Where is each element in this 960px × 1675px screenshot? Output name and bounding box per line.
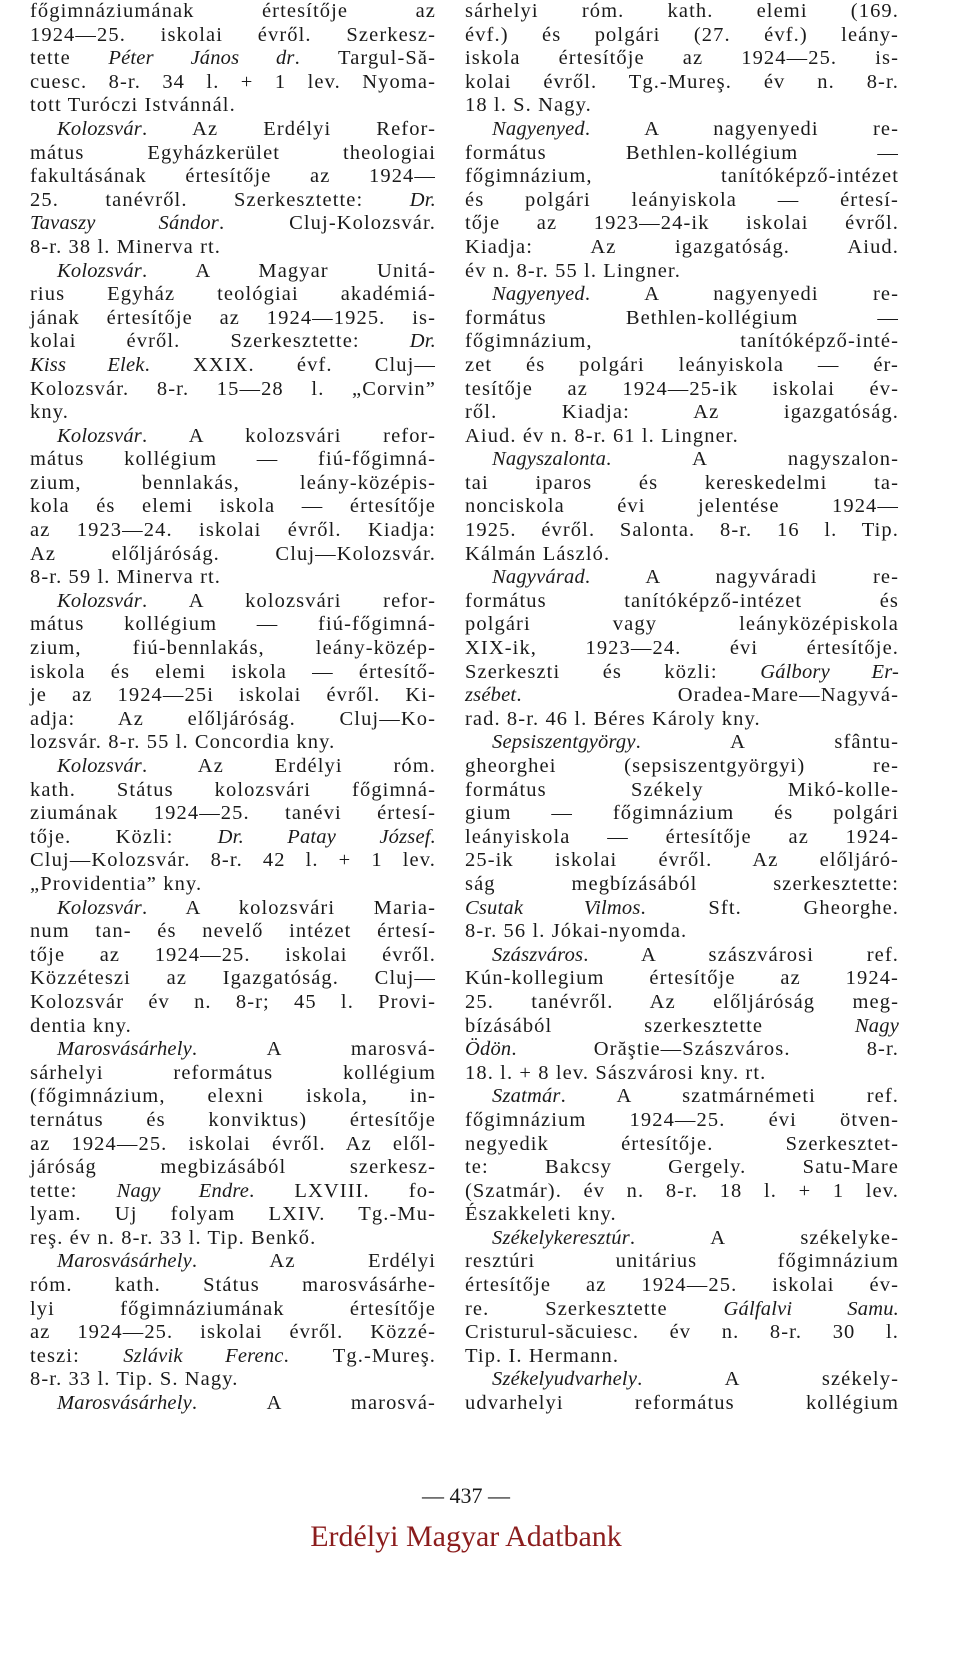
text-line xyxy=(465,1156,899,1180)
text-line xyxy=(30,684,436,708)
text: Cluj—Kolozsvár. 8-r. 42 l. + 1 lev. xyxy=(30,849,436,872)
text: Az előljáróság. Cluj—Kolozsvár. xyxy=(30,542,436,565)
text-line xyxy=(465,637,899,661)
italic-text: Kolozsvár xyxy=(57,755,142,777)
italic-text: Péter János dr xyxy=(108,47,295,70)
italic-text: Székelyudvarhely xyxy=(492,1368,638,1391)
italic-text: Dr. xyxy=(409,330,436,353)
text: ziumának 1924—25. tanévi értesí- xyxy=(30,802,436,825)
italic-text: Ödön xyxy=(465,1038,512,1061)
text: „Providentia” kny. xyxy=(30,872,203,895)
text-line xyxy=(465,71,899,95)
bibliography-entry xyxy=(30,590,436,755)
text: . Cluj-Kolozsvár. xyxy=(219,212,437,235)
bibliography-entry xyxy=(30,118,436,260)
text-line xyxy=(30,661,436,685)
text-line xyxy=(30,189,436,213)
text-line xyxy=(465,755,899,779)
text: ről. Kiadja: Az igazgatóság. xyxy=(465,401,899,424)
text: . Targul-Să- xyxy=(294,47,437,70)
text-line xyxy=(30,236,436,260)
text-line xyxy=(30,1133,436,1157)
text-line xyxy=(30,0,436,24)
text-line xyxy=(465,1250,899,1274)
text-line xyxy=(465,472,899,496)
text: . Sft. Gheorghe. xyxy=(640,896,899,919)
text: udvarhelyi református kollégium xyxy=(465,1392,899,1415)
text-line xyxy=(465,142,899,166)
text: 8-r. 33 l. Tip. S. Nagy. xyxy=(30,1368,239,1391)
text: . A szászvárosi ref. xyxy=(583,943,899,966)
text: . Oradea-Mare—Nagyvá- xyxy=(516,684,899,707)
text-line xyxy=(465,944,899,968)
italic-text: Nagyszalonta xyxy=(492,448,607,471)
watermark-logo-text: Erdélyi Magyar Adatbank xyxy=(310,1520,622,1553)
text: zet és polgári leányiskola — ér- xyxy=(465,353,899,376)
text: mátus Egyházkerület theologiai xyxy=(30,141,436,164)
italic-text: Nagyvárad xyxy=(492,566,585,589)
text: gheorghei (sepsiszentgyörgyi) re- xyxy=(465,755,899,777)
text: . A kolozsvári refor- xyxy=(141,424,436,447)
text-line xyxy=(465,307,899,331)
text: tője az 1923—24-ik iskolai évről. xyxy=(465,212,899,235)
text-line xyxy=(30,401,436,425)
text: . A marosvá- xyxy=(191,1392,436,1415)
text-line xyxy=(465,920,899,944)
text: 1924—25. iskolai évről. Szerkesz- xyxy=(30,23,436,46)
italic-text: Dr. Patay József. xyxy=(217,825,437,848)
text: formátus Bethlen-kollégium — xyxy=(465,141,899,164)
text: reş. év n. 8-r. 33 l. Tip. Benkő. xyxy=(30,1226,317,1249)
text: rad. 8-r. 46 l. Béres Károly kny. xyxy=(465,707,761,730)
text: kolai évről. Szerkesztette: xyxy=(30,330,410,353)
text-line xyxy=(30,1203,436,1227)
text-line xyxy=(465,401,899,425)
text-line xyxy=(30,802,436,826)
text: 25. tanévről. Az előljáróság meg- xyxy=(465,990,899,1013)
text-line xyxy=(30,118,436,142)
text: kny. xyxy=(30,401,69,424)
text: leányiskola — értesítője az 1924- xyxy=(465,825,899,848)
text-line xyxy=(465,94,899,118)
text: rius Egyház teológiai akadémiá- xyxy=(30,283,436,306)
text: 18. l. + 8 lev. Sászvárosi kny. rt. xyxy=(465,1061,767,1084)
bibliography-entry xyxy=(465,944,899,1086)
text-line xyxy=(30,165,436,189)
text: je az 1924—25i iskolai évről. Ki- xyxy=(30,684,436,707)
left-column xyxy=(30,0,436,1416)
text-line xyxy=(465,873,899,897)
text-line xyxy=(30,731,436,755)
text: kath. Státus kolozsvári főgimná- xyxy=(30,778,436,801)
text: polgári vagy leányközépiskola xyxy=(465,613,899,636)
text-line xyxy=(465,1345,899,1369)
bibliography-entry xyxy=(30,0,436,118)
text-line xyxy=(465,24,899,48)
text: sárhelyi róm. kath. elemi (169. xyxy=(465,0,899,22)
text: Kiadja: Az igazgatóság. Aiud. xyxy=(465,235,899,258)
text: Tip. I. Hermann. xyxy=(465,1344,620,1367)
text: lyi főgimnáziumának értesítője xyxy=(30,1297,436,1320)
italic-text: Sepsiszentgyörgy xyxy=(492,731,636,754)
text: negyedik értesítője. Szerkesztet- xyxy=(465,1132,899,1155)
text-line xyxy=(30,543,436,567)
italic-text: Kolozsvár xyxy=(57,896,142,919)
text-line xyxy=(30,71,436,95)
text-line xyxy=(30,897,436,921)
text: . A szatmárnémeti ref. xyxy=(560,1085,899,1108)
bibliography-entry xyxy=(465,118,899,283)
text-line xyxy=(465,897,899,921)
text: Kolozsvár év n. 8-r; 45 l. Provi- xyxy=(30,990,436,1013)
text-line xyxy=(465,448,899,472)
text: nonciskola évi jelentése 1924— xyxy=(465,495,899,518)
text-line xyxy=(465,378,899,402)
text-line xyxy=(465,802,899,826)
text-line xyxy=(30,1015,436,1039)
text: . A marosvá- xyxy=(191,1038,436,1061)
italic-text: Gálbory Er- xyxy=(760,660,899,683)
text-line xyxy=(30,495,436,519)
text: az 1924—25. iskolai évről. Az elől- xyxy=(30,1132,436,1155)
bibliography-entry xyxy=(465,1085,899,1227)
text-line xyxy=(465,566,899,590)
italic-text: Székelykeresztúr xyxy=(492,1226,630,1249)
italic-text: Tavaszy Sándor xyxy=(30,212,219,235)
text: 8-r. 59 l. Minerva rt. xyxy=(30,566,222,589)
text-line xyxy=(465,47,899,71)
text-line xyxy=(465,613,899,637)
text: . Az Erdélyi Refor- xyxy=(141,117,436,140)
text-line xyxy=(30,1392,436,1416)
text-line xyxy=(465,1368,899,1392)
text-line xyxy=(30,142,436,166)
text-line xyxy=(30,1321,436,1345)
text-line xyxy=(30,590,436,614)
text: főgimnázium, tanítóképző-inté- xyxy=(465,330,899,353)
text-line xyxy=(30,920,436,944)
text-line xyxy=(30,826,436,850)
text-line xyxy=(30,1062,436,1086)
text: Szerkeszti és közli: xyxy=(465,660,761,683)
bibliography-entry xyxy=(30,897,436,1039)
text-line xyxy=(465,1085,899,1109)
text: . A nagyszalon- xyxy=(606,448,899,471)
text-line xyxy=(465,165,899,189)
text-line xyxy=(465,708,899,732)
text-line xyxy=(30,566,436,590)
text: . XXIX. évf. Cluj— xyxy=(144,353,437,376)
text-line xyxy=(465,283,899,307)
text: teszi: xyxy=(30,1344,124,1367)
text-line xyxy=(465,260,899,284)
text: főgimnázium, tanítóképző-intézet xyxy=(465,165,899,188)
italic-text: Kolozsvár xyxy=(57,259,142,282)
text-line xyxy=(465,1392,899,1416)
text-line xyxy=(30,448,436,472)
text: mátus kollégium — fiú-főgimná- xyxy=(30,448,436,471)
text: évf.) és polgári (27. évf.) leány- xyxy=(465,23,899,46)
text: 1925. évről. Salonta. 8-r. 16 l. Tip. xyxy=(465,519,899,542)
text: tette xyxy=(30,47,109,70)
text-line xyxy=(30,991,436,1015)
italic-text: Marosvásárhely xyxy=(57,1250,192,1273)
text-line xyxy=(465,1203,899,1227)
text-line xyxy=(465,661,899,685)
bibliography-entry xyxy=(465,731,899,943)
italic-text: Szatmár xyxy=(492,1085,561,1108)
text-line xyxy=(30,1180,436,1204)
text-line xyxy=(465,731,899,755)
text-line xyxy=(465,590,899,614)
text: fakultásának értesítője az 1924— xyxy=(30,165,436,188)
text-line xyxy=(30,1227,436,1251)
text: num tan- és nevelő intézet értesí- xyxy=(30,920,436,943)
text-line xyxy=(465,330,899,354)
text: tott Turóczi Istvánnál. xyxy=(30,94,236,117)
text: adja: Az előljáróság. Cluj—Ko- xyxy=(30,707,436,730)
text-line xyxy=(30,944,436,968)
text-line xyxy=(465,1298,899,1322)
text: ternátus és konviktus) értesítője xyxy=(30,1108,436,1131)
italic-text: Dr. xyxy=(409,188,436,211)
text-line xyxy=(30,472,436,496)
text: lyam. Uj folyam LXIV. Tg.-Mu- xyxy=(30,1203,436,1226)
text-line xyxy=(465,495,899,519)
text-line xyxy=(465,1227,899,1251)
text: (főgimnázium, elexni iskola, in- xyxy=(30,1085,436,1108)
text-line xyxy=(465,1109,899,1133)
text-line xyxy=(465,1321,899,1345)
bibliography-entry xyxy=(465,1227,899,1369)
text: . A nagyenyedi re- xyxy=(584,283,899,306)
text: és polgári leányiskola — értesí- xyxy=(465,188,899,211)
text: az 1923—24. iskolai évről. Kiadja: xyxy=(30,519,436,542)
page-number: — 437 — xyxy=(422,1483,510,1508)
text: év n. 8-r. 55 l. Lingner. xyxy=(465,259,681,282)
bibliography-entry xyxy=(30,1038,436,1250)
text: 25. tanévről. Szerkesztette: xyxy=(30,188,410,211)
text-line xyxy=(465,1274,899,1298)
text-line xyxy=(30,755,436,779)
text-line xyxy=(465,0,899,24)
text: tője az 1924—25. iskolai évről. xyxy=(30,943,436,966)
text-line xyxy=(30,307,436,331)
text-line xyxy=(30,1345,436,1369)
text-line xyxy=(465,779,899,803)
text-line xyxy=(465,118,899,142)
text-line xyxy=(30,613,436,637)
text-line xyxy=(30,1038,436,1062)
text-line xyxy=(465,684,899,708)
text-line xyxy=(465,543,899,567)
text-line xyxy=(465,826,899,850)
italic-text: Szlávik Ferenc xyxy=(123,1344,284,1367)
text: sárhelyi református kollégium xyxy=(30,1061,436,1084)
text: értesítője az 1924—25. iskolai év- xyxy=(465,1274,899,1297)
text: jának értesítője az 1924—1925. is- xyxy=(30,306,436,329)
text: Kolozsvár. 8-r. 15—28 l. „Corvin” xyxy=(30,377,436,400)
text-line xyxy=(30,637,436,661)
text: tai iparos és kereskedelmi ta- xyxy=(465,471,899,494)
text: re. Szerkesztette xyxy=(465,1297,724,1320)
text: . Tg.-Mureş. xyxy=(283,1344,437,1367)
italic-text: Csutak Vilmos xyxy=(465,896,641,919)
text: Kún-kollegium értesítője az 1924- xyxy=(465,967,899,990)
right-column xyxy=(465,0,899,1416)
text: te: Bakcsy Gergely. Satu-Mare xyxy=(465,1156,899,1179)
text-line xyxy=(465,1062,899,1086)
text-line xyxy=(30,779,436,803)
text: . A székely- xyxy=(637,1368,899,1391)
italic-text: zsébet xyxy=(465,684,517,707)
text: tette: xyxy=(30,1179,117,1202)
text: bízásából szerkesztette xyxy=(465,1014,855,1037)
text: . A nagyenyedi re- xyxy=(584,117,899,140)
text: . A székelyke- xyxy=(629,1226,899,1249)
italic-text: Marosvásárhely xyxy=(57,1038,192,1061)
text-line xyxy=(30,330,436,354)
text-line xyxy=(30,1298,436,1322)
italic-text: Nagyenyed xyxy=(492,283,585,306)
text: formátus Székely Mikó-kolle- xyxy=(465,778,899,801)
text-line xyxy=(30,94,436,118)
text: kola és elemi iskola — értesítője xyxy=(30,495,436,518)
text: dentia kny. xyxy=(30,1014,132,1037)
text: formátus Bethlen-kollégium — xyxy=(465,306,899,329)
text-line xyxy=(30,1250,436,1274)
text: kolai évről. Tg.-Mureş. év n. 8-r. xyxy=(465,70,899,93)
text: róm. kath. Státus marosvásárhe- xyxy=(30,1274,436,1297)
text-line xyxy=(30,283,436,307)
text-line xyxy=(30,378,436,402)
text-line xyxy=(465,1133,899,1157)
text: Közzéteszi az Igazgatóság. Cluj— xyxy=(30,967,436,990)
text: ság megbízásából szerkesztette: xyxy=(465,872,899,895)
text-line xyxy=(30,967,436,991)
italic-text: Gálfalvi Samu. xyxy=(723,1297,899,1320)
text: Aiud. év n. 8-r. 61 l. Lingner. xyxy=(465,424,739,447)
text-line xyxy=(465,425,899,449)
text-line xyxy=(30,212,436,236)
italic-text: Kiss Elek xyxy=(30,353,145,376)
text: lozsvár. 8-r. 55 l. Concordia kny. xyxy=(30,731,336,754)
italic-text: Nagy xyxy=(854,1014,899,1037)
text: . Orăştie—Szászváros. 8-r. xyxy=(511,1038,899,1061)
italic-text: Nagy Endre xyxy=(116,1179,250,1202)
text-line xyxy=(30,1274,436,1298)
text: zium, bennlakás, leány-középis- xyxy=(30,471,436,494)
bibliography-entry xyxy=(465,0,899,118)
text: 8-r. 38 l. Minerva rt. xyxy=(30,235,222,258)
text: iskola értesítője az 1924—25. is- xyxy=(465,47,899,70)
text-line xyxy=(30,519,436,543)
text: . A nagyváradi re- xyxy=(584,566,899,589)
text: . Az Erdélyi xyxy=(191,1250,436,1273)
italic-text: Kolozsvár xyxy=(57,589,142,612)
bibliography-entry xyxy=(465,283,899,448)
bibliography-entry xyxy=(30,260,436,425)
text-line xyxy=(465,849,899,873)
bibliography-entry xyxy=(30,1392,436,1416)
text-line xyxy=(465,1038,899,1062)
text-line xyxy=(30,1109,436,1133)
text-line xyxy=(30,1368,436,1392)
text: (Szatmár). év n. 8-r. 18 l. + 1 lev. xyxy=(465,1179,899,1202)
text-line xyxy=(465,967,899,991)
text: resztúri unitárius főgimnázium xyxy=(465,1250,899,1273)
text-line xyxy=(465,354,899,378)
text-line xyxy=(465,991,899,1015)
text: zium, fiú-bennlakás, leány-közép- xyxy=(30,637,436,660)
text: . A sfântu- xyxy=(635,731,899,754)
text: . Az Erdélyi róm. xyxy=(141,755,436,777)
text-line xyxy=(30,24,436,48)
text: az 1924—25. iskolai évről. Közzé- xyxy=(30,1321,436,1344)
italic-text: Marosvásárhely xyxy=(57,1392,192,1415)
text: Kálmán László. xyxy=(465,542,611,565)
text: formátus tanítóképző-intézet és xyxy=(465,589,899,612)
text-line xyxy=(465,212,899,236)
bibliography-entry xyxy=(465,566,899,731)
italic-text: Kolozsvár xyxy=(57,117,142,140)
text-line xyxy=(30,47,436,71)
text: Cristurul-săcuiesc. év n. 8-r. 30 l. xyxy=(465,1321,899,1344)
text: 18 l. S. Nagy. xyxy=(465,94,592,117)
bibliography-entry xyxy=(465,448,899,566)
text: 25-ik iskolai évről. Az előljáró- xyxy=(465,849,899,872)
text-line xyxy=(30,1085,436,1109)
text-line xyxy=(30,708,436,732)
text: cuesc. 8-r. 34 l. + 1 lev. Nyoma- xyxy=(30,70,436,93)
text: gium — főgimnázium és polgári xyxy=(465,802,899,825)
text-line xyxy=(465,519,899,543)
bibliography-entry xyxy=(30,1250,436,1392)
text: főgimnáziumának értesítője az xyxy=(30,0,436,22)
italic-text: Kolozsvár xyxy=(57,424,142,447)
text: mátus kollégium — fiú-főgimná- xyxy=(30,613,436,636)
italic-text: Nagyenyed xyxy=(492,117,585,140)
text-line xyxy=(30,260,436,284)
text-line xyxy=(30,1156,436,1180)
text: főgimnázium 1924—25. évi ötven- xyxy=(465,1108,899,1131)
italic-text: Szászváros xyxy=(492,943,584,966)
text: 8-r. 56 l. Jókai-nyomda. xyxy=(465,920,688,943)
text-line xyxy=(30,354,436,378)
bibliography-entry xyxy=(30,425,436,590)
text-line xyxy=(30,425,436,449)
text-line xyxy=(30,873,436,897)
text: . A Magyar Unitá- xyxy=(141,259,436,282)
text: tesítője az 1924—25-ik iskolai év- xyxy=(465,377,899,400)
text-line xyxy=(465,1015,899,1039)
text: tője. Közli: xyxy=(30,825,218,848)
text-line xyxy=(465,189,899,213)
text: . A kolozsvári refor- xyxy=(141,589,436,612)
text-line xyxy=(30,849,436,873)
text: . A kolozsvári Maria- xyxy=(141,896,436,919)
text: Északkeleti kny. xyxy=(465,1203,617,1226)
text-line xyxy=(465,236,899,260)
text: XIX-ik, 1923—24. évi értesítője. xyxy=(465,637,899,660)
bibliography-entry xyxy=(30,755,436,897)
text: járóság megbizásából szerkesz- xyxy=(30,1156,436,1179)
text: iskola és elemi iskola — értesítő- xyxy=(30,660,436,683)
text-line xyxy=(465,1180,899,1204)
text: . LXVIII. fo- xyxy=(249,1179,436,1202)
bibliography-entry xyxy=(465,1368,899,1415)
